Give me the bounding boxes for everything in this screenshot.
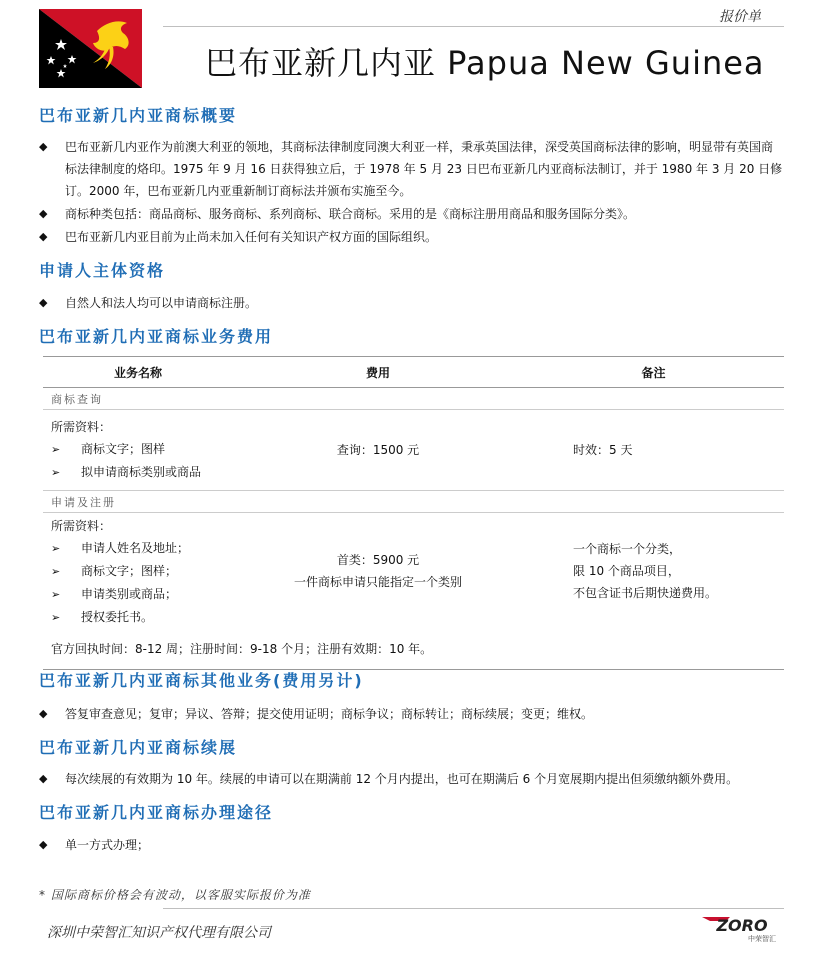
table-row: [43, 410, 784, 491]
list-item: [39, 292, 784, 314]
requirement-item: [51, 461, 225, 484]
requirement-item: [51, 560, 225, 583]
fee-table: [43, 356, 784, 670]
requirements-cell: [43, 513, 233, 630]
note-cell: [523, 513, 784, 630]
doc-label: 报价单: [719, 9, 761, 25]
arrow-bullet-icon: ➢: [51, 542, 61, 555]
arrow-bullet-icon: ➢: [51, 466, 61, 479]
section-heading-other: 巴布亚新几内亚商标其他业务(费用另计): [39, 671, 364, 690]
table-row: [43, 629, 784, 670]
diamond-bullet-icon: ◆: [39, 296, 48, 309]
bullet-text: 巴布亚新几内亚目前为止尚未加入任何有关知识产权方面的国际组织。: [65, 230, 438, 244]
section-heading-renewal: 巴布亚新几内亚商标续展: [39, 738, 238, 757]
list-item: [39, 226, 784, 248]
requirement-item: [51, 606, 225, 629]
table-category-row: [43, 388, 784, 410]
arrow-bullet-icon: ➢: [51, 565, 61, 578]
png-flag-icon: [39, 9, 142, 88]
column-header: 业务名称: [43, 357, 233, 388]
list-item: [39, 203, 784, 225]
diamond-bullet-icon: ◆: [39, 230, 48, 243]
column-header: 费用: [233, 357, 523, 388]
fee-cell: [233, 513, 523, 630]
requirement-text: 申请类别或商品；: [81, 587, 178, 601]
requirement-text: 申请人姓名及地址；: [81, 541, 190, 555]
note-line: 一个商标一个分类，: [573, 542, 682, 556]
requirements-cell: [43, 410, 233, 491]
fee-note: 一件商标申请只能指定一个类别: [293, 575, 462, 589]
fee-first-class: 首类：5900 元: [336, 553, 420, 567]
section-heading-overview: 巴布亚新几内亚商标概要: [39, 106, 238, 125]
requirement-item: [51, 537, 225, 560]
list-item: [39, 768, 784, 790]
section-heading-method: 巴布亚新几内亚商标办理途径: [39, 803, 274, 822]
bullet-text: 商标种类包括：商品商标、服务商标、系列商标、联合商标。采用的是《商标注册用商品和服务国际分类》。: [65, 207, 636, 221]
section-heading-fees: 巴布亚新几内亚商标业务费用: [39, 327, 274, 346]
note-line: 限 10 个商品项目，: [573, 564, 680, 578]
diamond-bullet-icon: ◆: [39, 772, 48, 785]
category-label: 申请及注册: [43, 491, 784, 513]
bullet-text: 自然人和法人均可以申请商标注册。: [65, 296, 258, 310]
fee-cell: 查询：1500 元: [233, 410, 523, 491]
requirements-title: 所需资料：: [51, 519, 112, 533]
column-header: 备注: [523, 357, 784, 388]
bullet-text: 单一方式办理；: [65, 838, 150, 852]
list-item: [39, 703, 784, 725]
diamond-bullet-icon: ◆: [39, 140, 48, 153]
zoro-logo: [700, 914, 784, 944]
diamond-bullet-icon: ◆: [39, 838, 48, 851]
page-title: 巴布亚新几内亚 Papua New Guinea: [205, 44, 765, 82]
note-line: 不包含证书后期快递费用。: [573, 586, 718, 600]
timeline-cell: 官方回执时间：8-12 周；注册时间：9-18 个月；注册有效期：10 年。: [43, 629, 784, 670]
list-item: [39, 136, 784, 202]
company-name: 深圳中荣智汇知识产权代理有限公司: [47, 925, 271, 941]
requirements-title: 所需资料：: [51, 420, 112, 434]
table-row: [43, 513, 784, 630]
bullet-text: 巴布亚新几内亚作为前澳大利亚的领地，其商标法律制度同澳大利亚一样，秉承英国法律，深受英国商标法律的影响，明显带有英国商标法律制度的烙印。1975 年 9 月 16 日获得独立后，于 1978 年 5 月 23 日巴布亚新几内亚商标法制订，并于 1980 年 3 月 20 日修订。2000 年，巴布亚新几内亚重新制订商标法并颁布实施至今。: [65, 140, 783, 198]
diamond-bullet-icon: ◆: [39, 707, 48, 720]
header-divider: [163, 26, 784, 27]
diamond-bullet-icon: ◆: [39, 207, 48, 220]
footnote: * 国际商标价格会有波动，以客服实际报价为准: [39, 888, 311, 902]
logo-subtext: 中荣智汇: [748, 935, 776, 943]
requirement-text: 商标文字；图样: [81, 442, 166, 456]
arrow-bullet-icon: ➢: [51, 611, 61, 624]
footer-divider: [163, 908, 784, 909]
requirement-item: [51, 438, 225, 461]
requirement-text: 拟申请商标类别或商品: [81, 465, 202, 479]
requirement-text: 商标文字；图样；: [81, 564, 178, 578]
note-cell: 时效：5 天: [523, 410, 784, 491]
logo-text: ZORO: [716, 916, 768, 935]
table-header-row: [43, 357, 784, 388]
table-category-row: [43, 491, 784, 513]
bullet-text: 答复审查意见；复审；异议、答辩；提交使用证明；商标争议；商标转让；商标续展；变更；维权。: [65, 707, 594, 721]
arrow-bullet-icon: ➢: [51, 443, 61, 456]
requirement-text: 授权委托书。: [81, 610, 154, 624]
section-heading-eligibility: 申请人主体资格: [39, 261, 166, 280]
requirement-item: [51, 583, 225, 606]
arrow-bullet-icon: ➢: [51, 588, 61, 601]
category-label: 商标查询: [43, 388, 784, 410]
list-item: [39, 834, 784, 856]
bullet-text: 每次续展的有效期为 10 年。续展的申请可以在期满前 12 个月内提出，也可在期满后 6 个月宽展期内提出但须缴纳额外费用。: [65, 772, 739, 786]
